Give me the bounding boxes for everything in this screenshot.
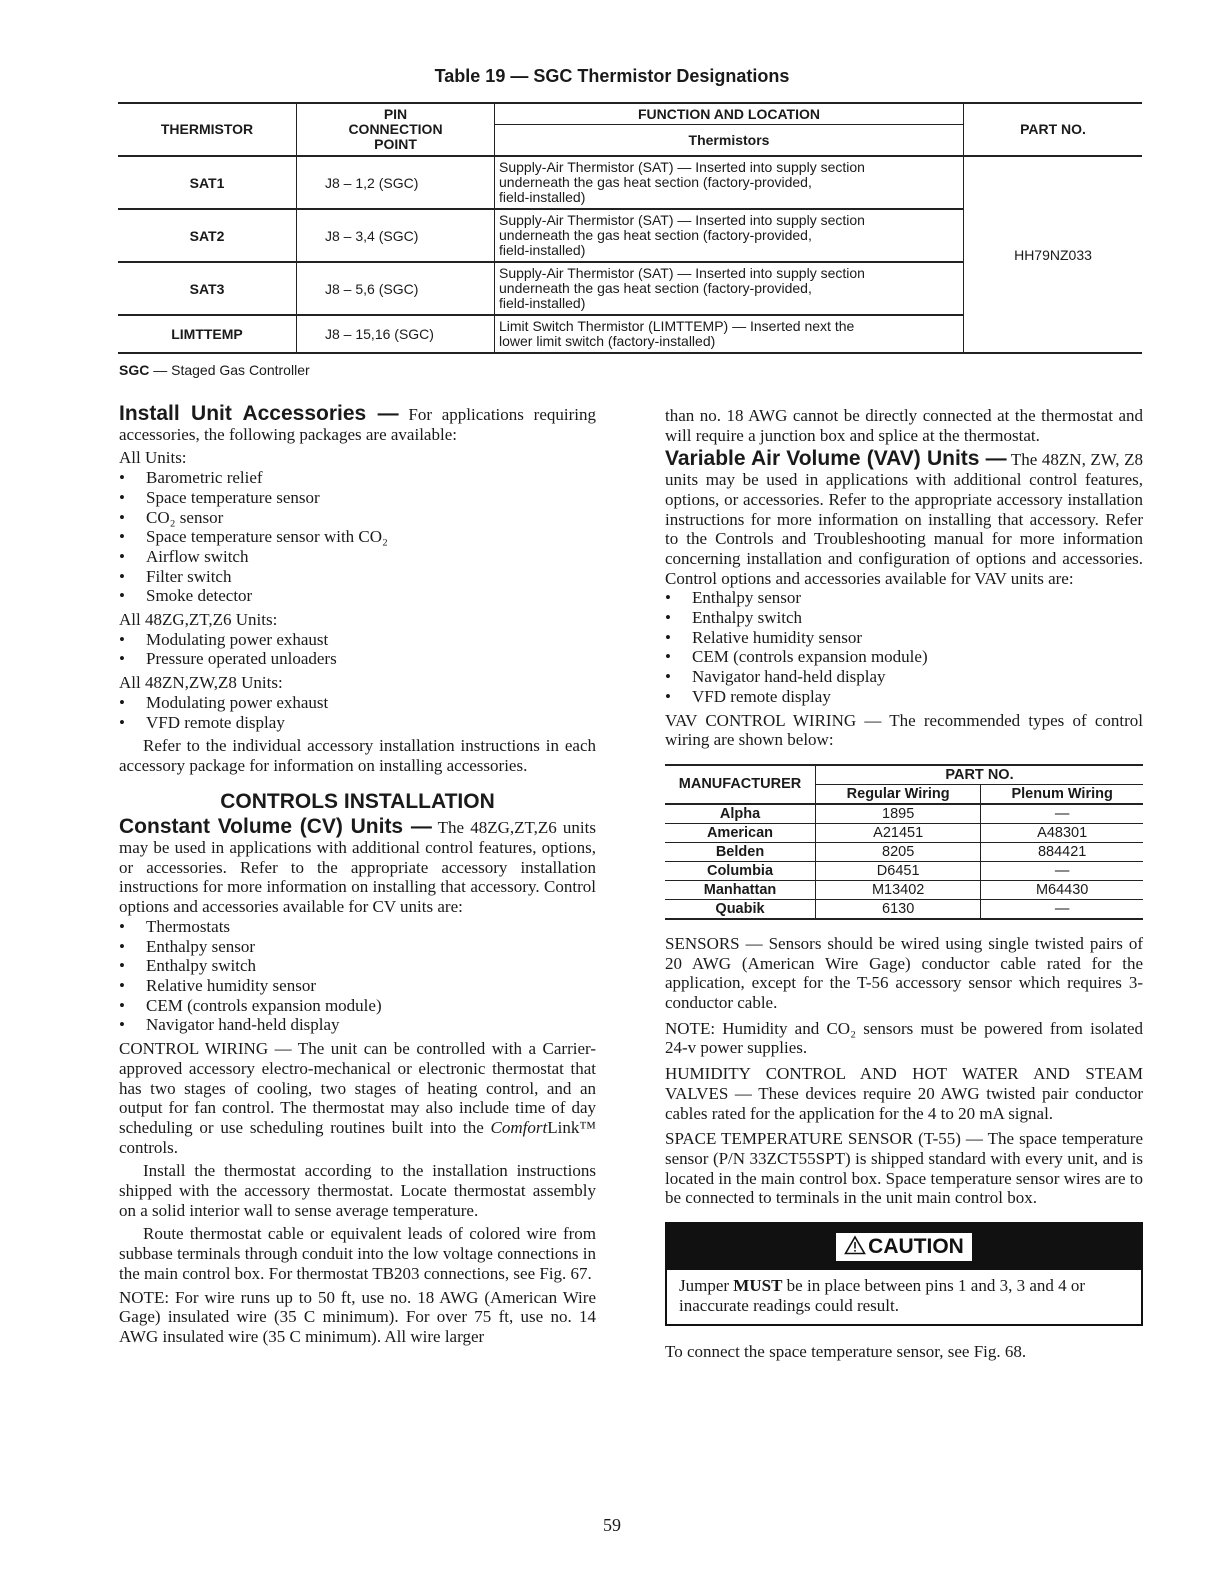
list-item: • Airflow switch — [119, 547, 596, 567]
list-item: • Modulating power exhaust — [119, 693, 596, 713]
list-item: • Navigator hand-held display — [665, 667, 1143, 687]
col-header-function: FUNCTION AND LOCATION — [495, 103, 964, 125]
list-item: • CEM (controls expansion module) — [119, 996, 596, 1016]
humidity-control-paragraph: HUMIDITY CONTROL AND HOT WATER AND STEAM VALVES — These devices require 20 AWG twisted pair conductor cables rated for the application for the 4 to 20 mA signal. — [665, 1064, 1143, 1123]
table-row: Quabik 6130 — — [665, 899, 1143, 919]
table-row: SAT3 J8 – 5,6 (SGC) Supply-Air Thermistor (SAT) — Inserted into supply section underneath the gas heat section (factory-provided, field-installed) — [118, 262, 1142, 315]
cv-units-heading: Constant Volume (CV) Units — — [119, 815, 432, 839]
list-item: • Thermostats — [119, 917, 596, 937]
list-item: • Pressure operated unloaders — [119, 649, 596, 669]
list-item: • Modulating power exhaust — [119, 630, 596, 650]
list-item: • Relative humidity sensor — [119, 976, 596, 996]
part-number: HH79NZ033 — [964, 156, 1143, 353]
col-header-thermistors: Thermistors — [688, 131, 770, 148]
list-item: • CEM (controls expansion module) — [665, 647, 1143, 667]
thermistor-table — [118, 102, 1142, 354]
list-item: • Enthalpy sensor — [119, 937, 596, 957]
list-item: • Barometric relief — [119, 468, 596, 488]
cv-units-paragraph: Constant Volume (CV) Units — The 48ZG,ZT,Z6 units may be used in applications with additional control features, options, or accessories. Refer to the appropriate accessory installation instructions for more information on installing that accessory. Control options and accessories available for CV units are: — [119, 815, 596, 917]
wire-note-paragraph: NOTE: For wire runs up to 50 ft, use no. 18 AWG (American Wire Gage) insulated wire (35 C minimum). For over 75 ft, use no. 14 AWG insulated wire (35 C minimum). All wire larger — [119, 1287, 596, 1346]
col-header-thermistor: THERMISTOR — [118, 103, 297, 156]
list-item: • CO₂ sensor — [119, 508, 596, 528]
table-row: American A21451 A48301 — [665, 823, 1143, 842]
vav-options-list — [665, 588, 1143, 706]
sensors-paragraph: SENSORS — Sensors should be wired using single twisted pairs of 20 AWG (American Wire Gage) conductor cable rated for the application, except for the T-56 accessory sensor which requires 3-conductor cable. — [665, 933, 1143, 1013]
list-item: • Space temperature sensor — [119, 488, 596, 508]
zg-units-list — [119, 630, 596, 669]
install-accessories-paragraph: Install Unit Accessories — For applications requiring accessories, the following packages are available: — [119, 402, 596, 444]
warning-triangle-icon — [844, 1235, 866, 1259]
col-header-part-no: PART NO. — [816, 765, 1144, 785]
space-temp-paragraph: SPACE TEMPERATURE SENSOR (T-55) — The space temperature sensor (P/N 33ZCT55SPT) is shipped standard with every unit, and is located in the main control box. Space temperature sensor wires are to be connected to terminals in the unit main control box. — [665, 1129, 1143, 1208]
zn-units-list — [119, 693, 596, 732]
list-item: • Filter switch — [119, 567, 596, 587]
table-footnote: SGC — Staged Gas Controller — [119, 362, 310, 378]
all-units-list — [119, 468, 596, 606]
table-row: Manhattan M13402 M64430 — [665, 880, 1143, 899]
zn-units-label: All 48ZN,ZW,Z8 Units: — [119, 673, 283, 693]
table-row: LIMTTEMP J8 – 15,16 (SGC) Limit Switch Thermistor (LIMTTEMP) — Inserted next the lower limit switch (factory-installed) — [118, 315, 1142, 353]
list-item: • Navigator hand-held display — [119, 1015, 596, 1035]
list-item: • Enthalpy switch — [119, 956, 596, 976]
list-item: • Space temperature sensor with CO₂ — [119, 527, 596, 547]
table-row: Belden 8205 884421 — [665, 842, 1143, 861]
table-19-title: Table 19 — SGC Thermistor Designations — [434, 66, 790, 86]
vav-wiring-paragraph: VAV CONTROL WIRING — The recommended types of control wiring are shown below: — [665, 710, 1143, 750]
list-item: • Enthalpy switch — [665, 608, 1143, 628]
page-number: 59 — [603, 1515, 621, 1535]
refer-paragraph: Refer to the individual accessory installation instructions in each accessory package for information on installing accessories. — [119, 736, 596, 775]
vav-units-heading: Variable Air Volume (VAV) Units — — [665, 447, 1007, 471]
col-header-part: PART NO. — [964, 103, 1143, 156]
wiring-table — [665, 764, 1143, 920]
list-item: • Relative humidity sensor — [665, 628, 1143, 648]
vav-units-paragraph: Variable Air Volume (VAV) Units — The 48ZN, ZW, Z8 units may be used in applications with additional control features, options, or accessories. Refer to the appropriate accessory installation instructions for more information on installing that accessory. Refer to the Controls and Troubleshooting manual for more information concerning installation and configuration of options and accessories. Control options and accessories available for VAV units are: — [665, 447, 1143, 588]
table-row: SAT2 J8 – 3,4 (SGC) Supply-Air Thermistor (SAT) — Inserted into supply section underneath the gas heat section (factory-provided, field-installed) — [118, 209, 1142, 262]
right-column — [665, 406, 1143, 1361]
install-thermostat-paragraph: Install the thermostat according to the installation instructions shipped with the accessory thermostat. Locate thermostat assembly on a solid interior wall to sense average temperature. — [119, 1161, 596, 1220]
co2-note-paragraph: NOTE: Humidity and CO₂ sensors must be powered from isolated 24-v power supplies. — [665, 1018, 1143, 1058]
list-item: • VFD remote display — [119, 713, 596, 733]
control-wiring-paragraph: CONTROL WIRING — The unit can be controlled with a Carrier-approved accessory electro-mechanical or electronic thermostat that has two stages of cooling, two stages of heating control, and an output for fan control. The thermostat may also include time of day scheduling or use scheduling routines built into the ComfortLink™ controls. — [119, 1039, 596, 1157]
connect-sensor-paragraph: To connect the space temperature sensor, see Fig. 68. — [665, 1341, 1027, 1361]
all-units-label: All Units: — [119, 448, 187, 468]
list-item: • VFD remote display — [665, 687, 1143, 707]
route-cable-paragraph: Route thermostat cable or equivalent leads of colored wire from subbase terminals through conduit into the low voltage connections in the main control box. For thermostat TB203 connections, see Fig. 67. — [119, 1224, 596, 1283]
caution-text: Jumper MUST be in place between pins 1 and 3, 3 and 4 or inaccurate readings could result. — [679, 1276, 1086, 1315]
col-header-regular: Regular Wiring — [816, 784, 981, 804]
wire-note-continued: than no. 18 AWG cannot be directly connected at the thermostat and will require a junction box and splice at the thermostat. — [665, 406, 1143, 445]
caution-box — [665, 1222, 1143, 1325]
col-header-manufacturer: MANUFACTURER — [665, 765, 816, 804]
controls-installation-heading: CONTROLS INSTALLATION — [220, 789, 495, 813]
caution-label: CAUTION — [868, 1235, 964, 1259]
cv-options-list — [119, 917, 596, 1035]
install-accessories-heading: Install Unit Accessories — — [119, 402, 399, 425]
zg-units-label: All 48ZG,ZT,Z6 Units: — [119, 610, 278, 630]
left-column — [119, 404, 596, 1347]
table-row: Alpha 1895 — — [665, 804, 1143, 824]
list-item: • Enthalpy sensor — [665, 588, 1143, 608]
table-row: Columbia D6451 — — [665, 861, 1143, 880]
col-header-pin: PIN CONNECTION POINT — [297, 103, 495, 156]
list-item: • Smoke detector — [119, 586, 596, 606]
col-header-plenum: Plenum Wiring — [981, 784, 1143, 804]
table-row: SAT1 J8 – 1,2 (SGC) Supply-Air Thermistor (SAT) — Inserted into supply section underneath the gas heat section (factory-provided, field-installed) HH79NZ033 — [118, 156, 1142, 209]
